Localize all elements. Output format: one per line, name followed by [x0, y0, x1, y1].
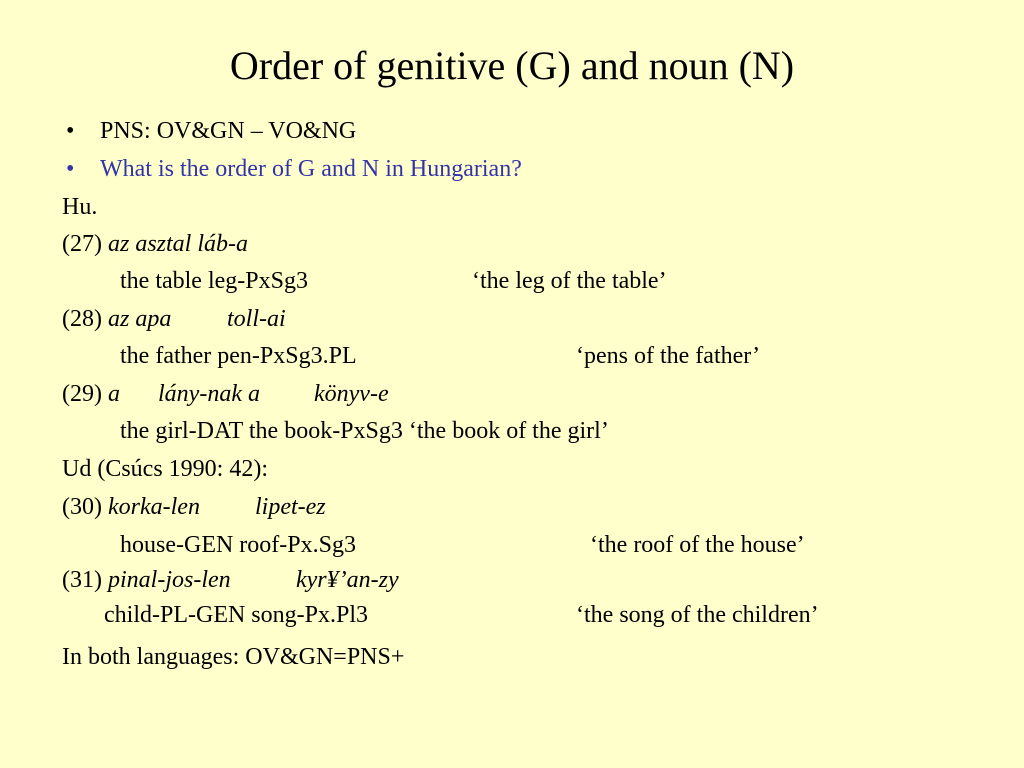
example-29-gloss: the girl-DAT the book-PxSg3 ‘the book of the girl’	[120, 418, 609, 444]
example-31-translation: ‘the song of the children’	[576, 602, 819, 628]
example-27	[62, 229, 248, 259]
example-27-translation: ‘the leg of the table’	[472, 268, 667, 294]
bullet-glyph: •	[66, 118, 75, 144]
example-30-form-2: lipet-ez	[255, 494, 326, 520]
example-form: a	[107, 381, 120, 407]
example-30-gloss: house-GEN roof-Px.Sg3	[120, 532, 356, 558]
example-27-gloss: the table leg-PxSg3	[120, 268, 308, 294]
example-30-translation: ‘the roof of the house’	[590, 532, 805, 558]
example-form: pinal-jos-len	[107, 567, 231, 593]
hu-label: Hu.	[62, 194, 98, 220]
example-31	[62, 565, 231, 595]
conclusion: In both languages: OV&GN=PNS+	[62, 644, 405, 670]
example-29-form-2: lány-nak a	[158, 381, 260, 407]
example-29-form-3: könyv-e	[314, 381, 389, 407]
ud-label: Ud (Csúcs 1990: 42):	[62, 456, 268, 482]
example-29	[62, 379, 120, 409]
example-28	[62, 304, 171, 334]
example-28-translation: ‘pens of the father’	[576, 343, 761, 369]
slide-title: Order of genitive (G) and noun (N)	[229, 43, 795, 88]
example-31-gloss: child-PL-GEN song-Px.Pl3	[104, 602, 368, 628]
example-number: (30)	[62, 494, 108, 520]
example-number: (31)	[62, 567, 108, 593]
example-30	[62, 492, 200, 522]
example-28-gloss: the father pen-PxSg3.PL	[120, 343, 357, 369]
example-form: az asztal láb-a	[107, 231, 248, 257]
example-number: (27)	[62, 231, 108, 257]
bullet-question: What is the order of G and N in Hungarian?	[100, 156, 522, 182]
example-number: (29)	[62, 381, 108, 407]
example-form: az apa	[107, 306, 172, 332]
bullet-glyph: •	[66, 156, 75, 182]
example-31-form-2: kyr¥’an-zy	[296, 567, 399, 593]
example-form: korka-len	[107, 494, 200, 520]
example-number: (28)	[62, 306, 108, 332]
bullet-pns: PNS: OV&GN – VO&NG	[100, 118, 357, 144]
example-28-form-2: toll-ai	[227, 306, 286, 332]
